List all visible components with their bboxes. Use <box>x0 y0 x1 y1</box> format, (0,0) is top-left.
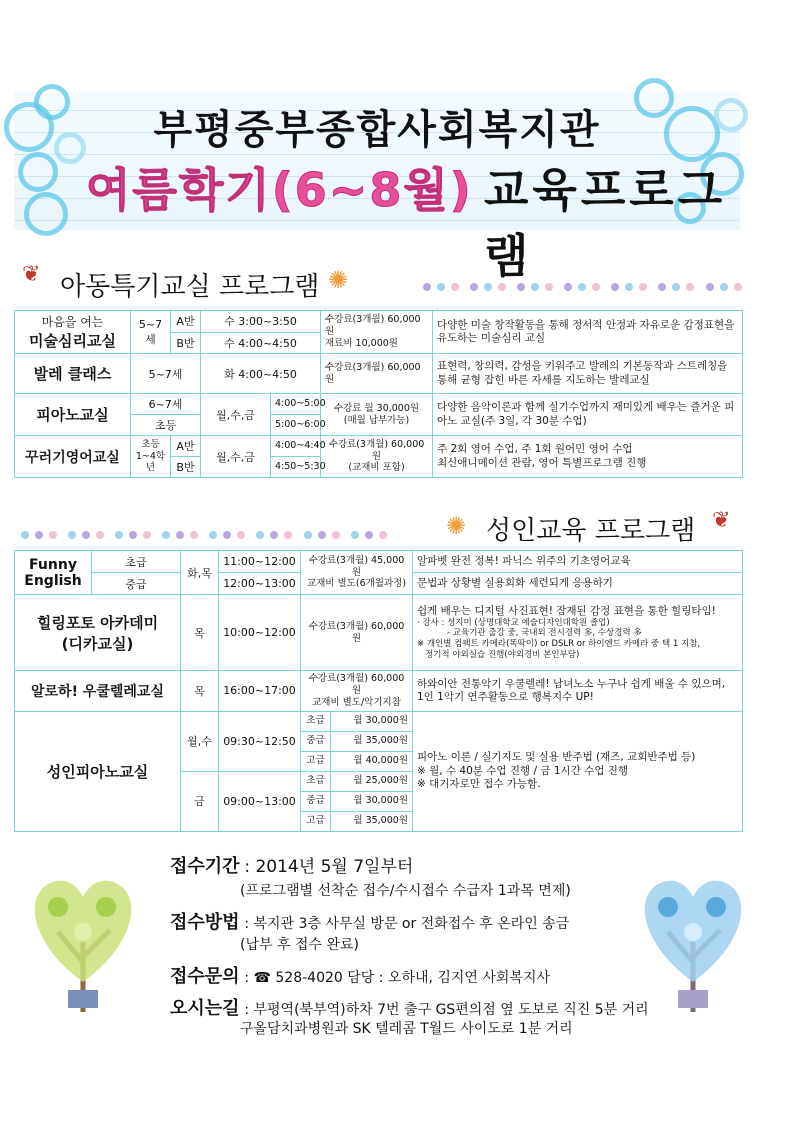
kids-program-table <box>14 310 743 478</box>
piano-class-name: 피아노교실 <box>15 394 131 436</box>
english-day: 월,수,금 <box>201 436 271 478</box>
english-desc-2: 문법과 상황별 실용회화 세련되게 응용하기 <box>413 573 743 595</box>
ballet-fee: 수강료(3개월) 60,000원 <box>321 354 433 394</box>
funny-english-name: Funny English <box>15 551 92 595</box>
art-class-a: A반 <box>171 311 201 333</box>
contact: 접수문의 : ☎ 528-4020 담당 : 오하내, 김지연 사회복지사 <box>170 966 551 987</box>
piano-time-1: 4:00~5:00 <box>271 394 321 415</box>
ukulele-time: 16:00~17:00 <box>219 671 301 712</box>
adult-piano-time-1: 09:30~12:50 <box>219 711 301 771</box>
adult-piano-time-2: 09:00~13:00 <box>219 771 301 831</box>
english-time-1: 11:00~12:00 <box>219 551 301 573</box>
kids-section-title: 아동특기교실 프로그램 <box>60 272 320 302</box>
tree-icon <box>628 862 758 1012</box>
art-time-b: 수 4:00~4:50 <box>201 332 321 354</box>
art-time-a: 수 3:00~3:50 <box>201 311 321 333</box>
photo-class-name: 힐링포토 아카데미 (디카교실) <box>15 595 181 671</box>
english-fee: 수강료(3개월) 45,000원 교재비 별도(6개월과정) <box>301 551 413 595</box>
adult-piano-name: 성인피아노교실 <box>15 711 181 831</box>
piano-desc: 다양한 음악이론과 함께 실기수업까지 재미있게 배우는 즐거운 피아노 교실(주 3일, 각 30분 수업) <box>433 394 743 436</box>
piano-price: 월 30,000원 <box>331 791 413 811</box>
flower-border-icon <box>18 524 390 538</box>
adult-program-table <box>14 550 743 832</box>
english-class-name: 꾸러기영어교실 <box>15 436 131 478</box>
english-time-1: 4:00~4:40 <box>271 436 321 457</box>
season-title: 여름학기(6~8월) <box>86 163 473 217</box>
adult-piano-day-2: 금 <box>181 771 219 831</box>
piano-price: 월 35,000원 <box>331 731 413 751</box>
piano-price: 월 30,000원 <box>331 711 413 731</box>
english-age: 초등 1~4학년 <box>131 436 171 478</box>
tree-icon <box>18 862 148 1012</box>
ukulele-fee: 수강료(3개월) 60,000원 교재비 별도/악기지참 <box>301 671 413 712</box>
art-desc: 다양한 미술 창작활동을 통해 정서적 안정과 자유로운 감정표현을 유도하는 미술심리 교실 <box>433 311 743 354</box>
piano-price: 월 35,000원 <box>331 811 413 831</box>
english-level-2: 중급 <box>92 573 181 595</box>
english-desc: 주 2회 영어 수업, 주 1회 원어민 영어 수업 최신애니메이션 관람, 영어 특별프로그램 진행 <box>433 436 743 478</box>
ukulele-class-name: 알로하! 우쿨렐레교실 <box>15 671 181 712</box>
reg-method: 접수방법 : 복지관 3층 사무실 방문 or 전화접수 후 온라인 송금 <box>170 912 570 933</box>
piano-price: 월 40,000원 <box>331 751 413 771</box>
ballet-class-name: 발레 클래스 <box>15 354 131 394</box>
adult-piano-desc: 피아노 이론 / 실기지도 및 실용 반주법 (재즈, 교회반주법 등) ※ 월, 수 40분 수업 진행 / 금 1시간 수업 진행 ※ 대기자로만 접수 가능함. <box>413 711 743 831</box>
english-time-2: 12:00~13:00 <box>219 573 301 595</box>
flower-icon: ✺ <box>328 266 349 294</box>
header-banner <box>14 92 740 283</box>
piano-fee: 수강료 월 30,000원 (매월 납부가능) <box>321 394 433 436</box>
directions-2: 구올담치과병원과 SK 텔레콤 T월드 사이도로 1분 거리 <box>240 1021 573 1037</box>
photo-desc: 쉽게 배우는 디지털 사진표현! 잠재된 감정 표현을 통한 힐링타임! · 강사 : 성지미 (상명대학교 예술디자인대학원 졸업) - 교육기관 출강 중, 국내외 전시경력 多, 수상경력 多 ※ 개인별 컴팩트 카메라(똑딱이) or DSLR or 하이엔드 카메라 중 택 1 지참, 정기적 야외실습 진행(야외경비 본인부담) <box>413 595 743 671</box>
photo-day: 목 <box>181 595 219 671</box>
piano-level: 고급 <box>301 751 331 771</box>
art-fee: 수강료(3개월) 60,000원 재료비 10,000원 <box>321 311 433 354</box>
english-day: 화,목 <box>181 551 219 595</box>
cherry-icon: ❦ <box>712 508 731 533</box>
piano-level: 고급 <box>301 811 331 831</box>
flower-border-icon <box>420 276 745 290</box>
ukulele-desc: 하와이안 전통악기 우쿨렐레! 남녀노소 누구나 쉽게 배울 수 있으며, 1인 1악기 연주활동으로 행복지수 UP! <box>413 671 743 712</box>
english-level-1: 초급 <box>92 551 181 573</box>
reg-method-note: (납부 후 접수 완료) <box>240 937 359 953</box>
english-desc-1: 알파벳 완전 정복! 파닉스 위주의 기초영어교육 <box>413 551 743 573</box>
adult-section-title: 성인교육 프로그램 <box>486 516 696 546</box>
piano-level: 초급 <box>301 771 331 791</box>
piano-age-1: 6~7세 <box>131 394 201 415</box>
english-class-b: B반 <box>171 457 201 478</box>
ballet-desc: 표현력, 창의력, 감성을 키워주고 발레의 기본동작과 스트레칭을 통해 균형 잡힌 바른 자세를 지도하는 발레교실 <box>433 354 743 394</box>
org-title: 부평중부종합사회복지관 <box>153 107 601 153</box>
piano-day: 월,수,금 <box>201 394 271 436</box>
english-time-2: 4:50~5:30 <box>271 457 321 478</box>
cherry-icon: ❦ <box>22 262 41 287</box>
photo-time: 10:00~12:00 <box>219 595 301 671</box>
english-fee: 수강료(3개월) 60,000원 (교재비 포함) <box>321 436 433 478</box>
directions: 오시는길 : 부평역(북부역)하차 7번 출구 GS편의점 옆 도보로 직진 5분 거리 <box>170 998 649 1019</box>
english-class-a: A반 <box>171 436 201 457</box>
piano-level: 초급 <box>301 711 331 731</box>
photo-fee: 수강료(3개월) 60,000원 <box>301 595 413 671</box>
piano-level: 중급 <box>301 791 331 811</box>
adult-piano-day-1: 월,수 <box>181 711 219 771</box>
art-class-name: 마음을 여는 미술심리교실 <box>15 311 131 354</box>
piano-level: 중급 <box>301 731 331 751</box>
reg-period: 접수기간 : 2014년 5월 7일부터 <box>170 856 414 877</box>
flower-icon: ✺ <box>446 512 467 540</box>
piano-time-2: 5:00~6:00 <box>271 415 321 436</box>
piano-price: 월 25,000원 <box>331 771 413 791</box>
art-class-b: B반 <box>171 332 201 354</box>
art-age: 5~7세 <box>131 311 171 354</box>
ballet-time: 화 4:00~4:50 <box>201 354 321 394</box>
program-title: 교육프로그램 <box>484 163 727 283</box>
ballet-age: 5~7세 <box>131 354 201 394</box>
piano-age-2: 초등 <box>131 415 201 436</box>
reg-period-note: (프로그램별 선착순 접수/수시접수 수급자 1과목 면제) <box>240 883 571 899</box>
ukulele-day: 목 <box>181 671 219 712</box>
